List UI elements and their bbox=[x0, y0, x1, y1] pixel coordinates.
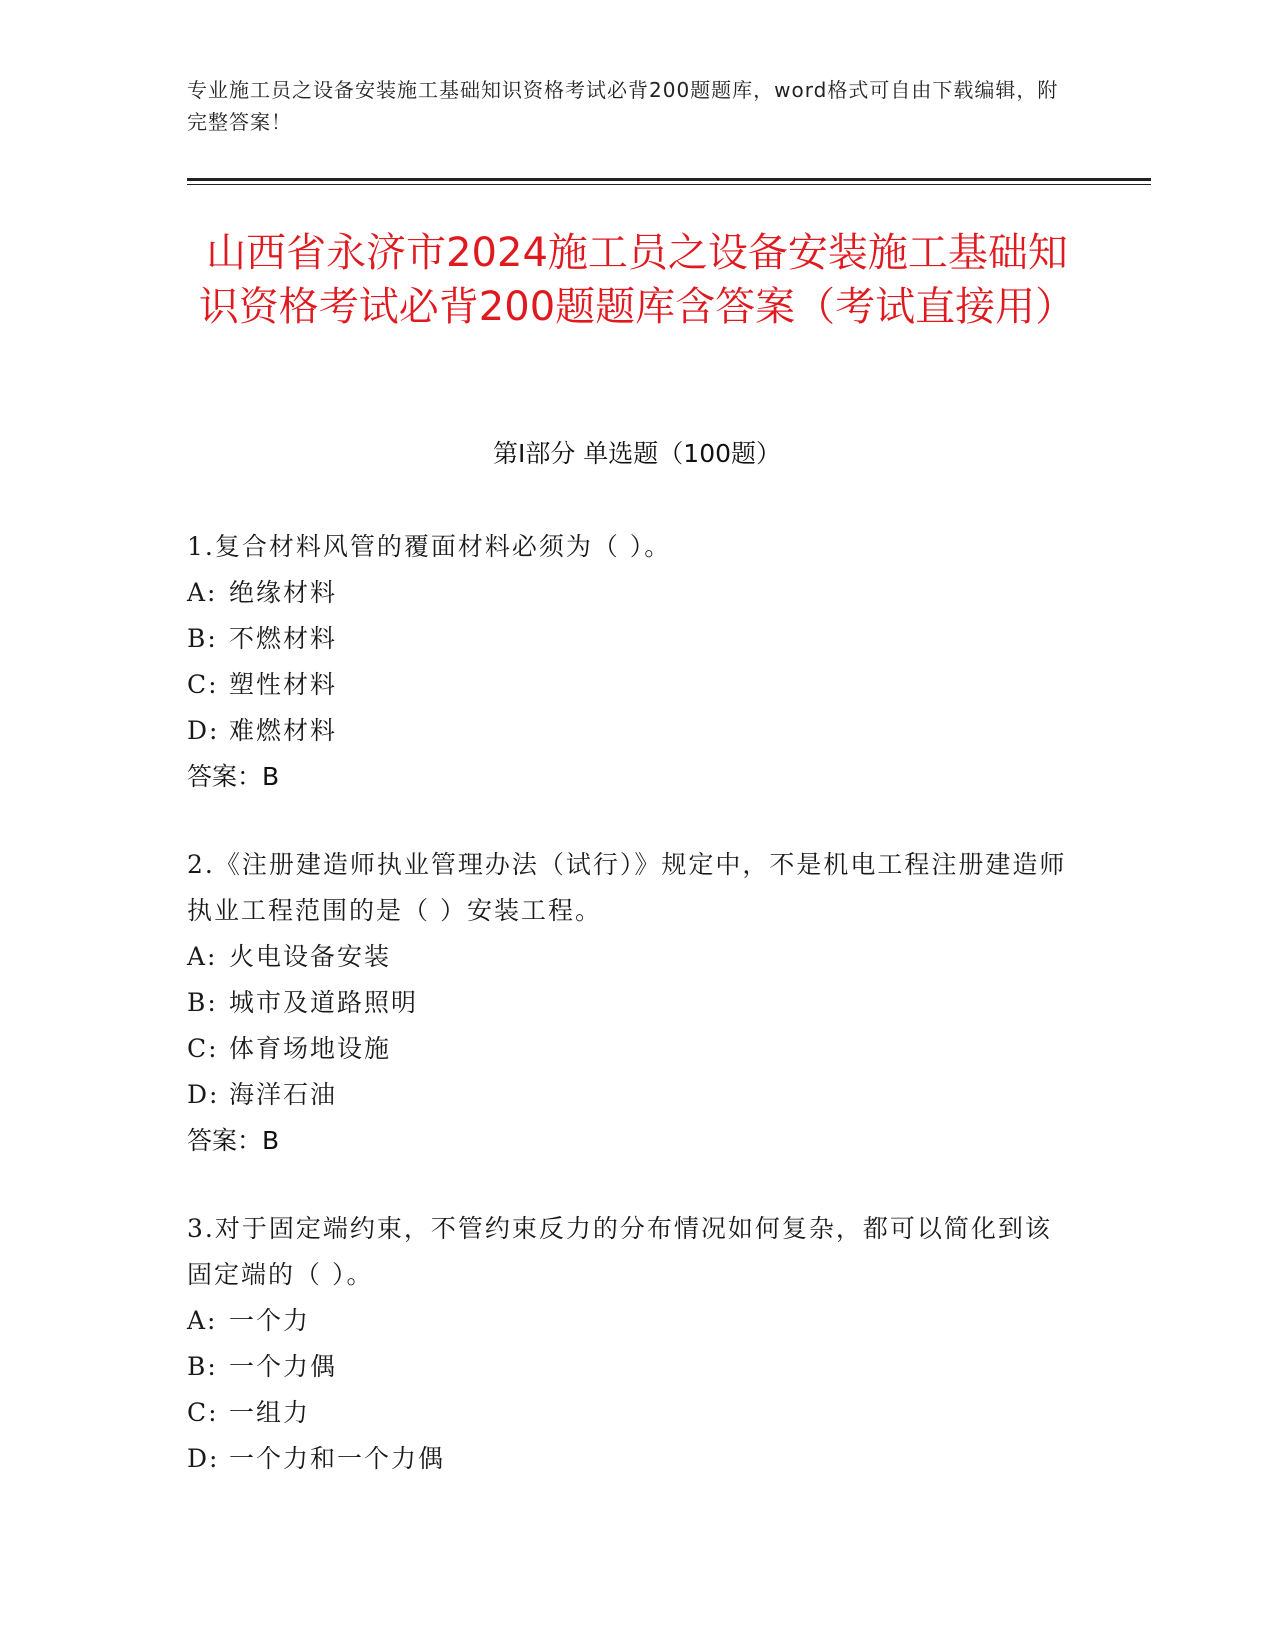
option-key: C: bbox=[187, 1034, 219, 1063]
option-a bbox=[187, 570, 1067, 616]
option-b bbox=[187, 616, 1067, 662]
option-b bbox=[187, 980, 1067, 1026]
option-key: C: bbox=[187, 1398, 219, 1427]
option-c bbox=[187, 662, 1067, 708]
option-d bbox=[187, 708, 1067, 754]
option-c bbox=[187, 1026, 1067, 1072]
answer-line: 答案：B bbox=[187, 1126, 280, 1155]
option-key: C: bbox=[187, 670, 219, 699]
section-title: 第I部分 单选题（100题） bbox=[492, 439, 782, 468]
question-stem: 1.复合材料风管的覆面材料必须为（ ）。 bbox=[187, 532, 672, 561]
option-d bbox=[187, 1072, 1067, 1118]
option-key: B: bbox=[187, 624, 218, 653]
option-key: A: bbox=[187, 1306, 218, 1335]
question-stem: 3.对于固定端约束，不管约束反力的分布情况如何复杂，都可以简化到该固定端的（ ）。 bbox=[187, 1214, 1052, 1289]
option-text: 一个力偶 bbox=[229, 1352, 338, 1381]
option-key: D: bbox=[187, 716, 220, 745]
option-text: 海洋石油 bbox=[229, 1080, 338, 1109]
option-key: B: bbox=[187, 988, 218, 1017]
document-title: 山西省永济市2024施工员之设备安装施工基础知识资格考试必背200题题库含答案（考试直接用） bbox=[198, 230, 1076, 330]
option-key: A: bbox=[187, 578, 218, 607]
option-text: 城市及道路照明 bbox=[229, 988, 419, 1017]
option-text: 塑性材料 bbox=[229, 670, 338, 699]
option-text: 一个力 bbox=[229, 1306, 311, 1335]
option-a bbox=[187, 934, 1067, 980]
header-note: 专业施工员之设备安装施工基础知识资格考试必背200题题库，word格式可自由下载编辑，附完整答案！ bbox=[187, 78, 1059, 134]
option-c bbox=[187, 1390, 1067, 1436]
answer-line: 答案：B bbox=[187, 762, 280, 791]
option-text: 绝缘材料 bbox=[229, 578, 338, 607]
option-d bbox=[187, 1436, 1067, 1482]
option-a bbox=[187, 1298, 1067, 1344]
option-text: 不燃材料 bbox=[229, 624, 338, 653]
question-3 bbox=[187, 1206, 1067, 1482]
option-text: 一个力和一个力偶 bbox=[229, 1444, 446, 1473]
question-2 bbox=[187, 842, 1067, 1164]
option-text: 难燃材料 bbox=[229, 716, 338, 745]
question-list bbox=[187, 524, 1067, 1524]
question-stem: 2.《注册建造师执业管理办法（试行）》规定中，不是机电工程注册建造师执业工程范围的是（ ）安装工程。 bbox=[187, 850, 1067, 925]
header-rule-thin bbox=[187, 184, 1151, 185]
option-text: 一组力 bbox=[229, 1398, 311, 1427]
option-text: 火电设备安装 bbox=[229, 942, 392, 971]
option-key: D: bbox=[187, 1080, 220, 1109]
option-key: B: bbox=[187, 1352, 218, 1381]
option-b bbox=[187, 1344, 1067, 1390]
option-text: 体育场地设施 bbox=[229, 1034, 392, 1063]
header-rule-thick bbox=[187, 178, 1151, 181]
option-key: D: bbox=[187, 1444, 220, 1473]
question-1 bbox=[187, 524, 1067, 800]
option-key: A: bbox=[187, 942, 218, 971]
